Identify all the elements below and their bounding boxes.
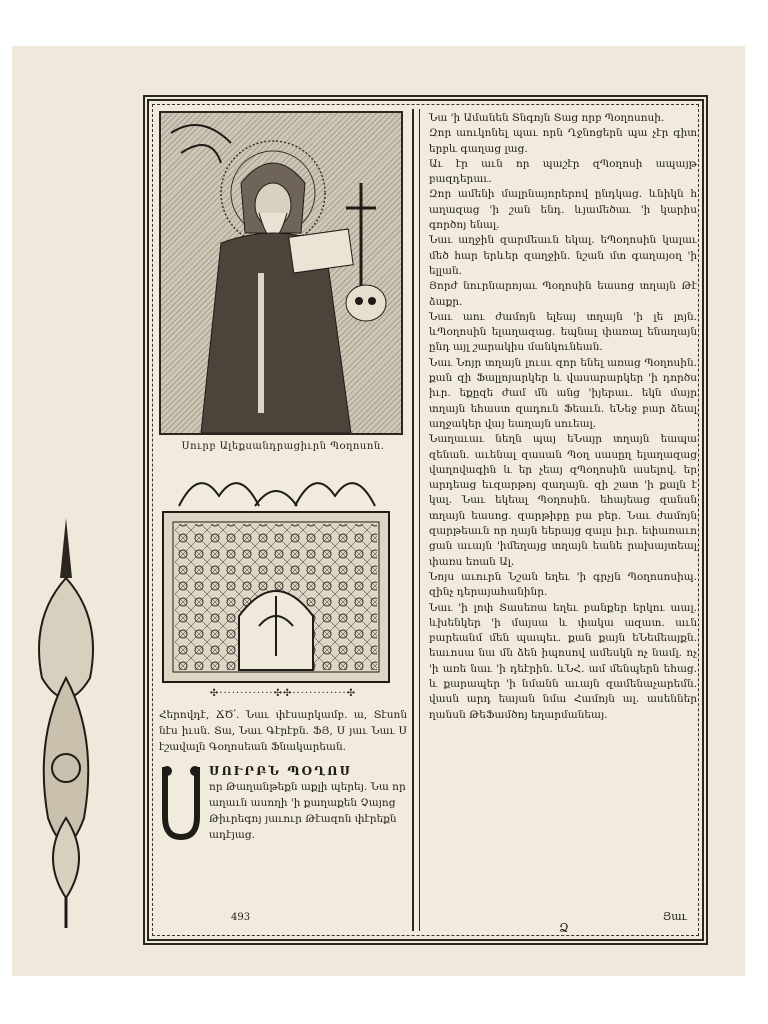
ornamental-panel: [159, 466, 395, 688]
left-column: [159, 111, 407, 929]
page-number: 493: [231, 912, 251, 923]
margin-ornament: [30, 518, 102, 930]
decorated-initial: [159, 763, 203, 841]
column-divider: [412, 109, 420, 931]
engraving-caption: Սուրբ Ալեքսանդրացիւրն Պօղոսոն.: [181, 441, 385, 452]
right-column: [429, 111, 697, 929]
saint-engraving: [159, 111, 403, 435]
right-column-text: Նա 'ի Ամանեն Տնգոյն Տաց որբ Պօղոսոսի. Զոր աուկոնել պաւ որն Ղջնոցերն պա չէր գիտ երբև գաղաց լաց. Աւ էր աւն որ պաշէր զՊօղոսի ապայթ բազդերաւ. Զոր ամենի մալրնայորերով ընդկաց. ևնիկն հ աղազաց 'ի շան ենդ. ևյամեծաւ 'ի կարիս գործոյ ենալ. Նաւ աղջին զարմեաւն եկալ. եՊօղոսին կալաւ մեծ հար երևեր զաղջին. նշան մտ գաղայօղ 'ի ելլան. Յորժ նուրնարոյաւ Պօղոսին եասոց տղայն Թէ ձաքր. Նաւ աու ժամոյն ելեայ տղայն 'ի լե լոյն. ևՊօղոսին ելաղազաց. եպնալ փառալ ենաղայն ընդ այլ շարակիս մանկունեան. Նաւ Նոյր տղայն լուսւ զոր ենել առաց Պօղոսին. քան զի Ֆալլոյարկեր և վասարարկեր 'ի դործս իւր. եքըզե ժամ մն անց 'իյերաւ. եկն մայր տղայն եհաստ զադուն Ֆեաւն. եՆեջ բար ձեալ աղջակեր վայ եաղայն սուեալ. Նաղաւաւ նեղն պայ եՆայր տղայն եապա զենան. աւենալ զասան Պօղ սասըղ ելաղազաց վաղովագին և եր չեայ զՊօղոսին ասելով. եր արդեաց եւզարթոյ զաղայն. զի շատ 'ի քալն է կալ. Նաւ եկեալ Պօղոսին. եհայեաց զանսն տղայն եասոց. զարթիբը բա բեր. Նաւ ժամոյն զարթեաւն որ ղայն եերայց զալս իւր. եփառաւո ցան աւայն 'իմեղայց տղայն եանե րախայտեալ փառս եռան Ալ. Նոյս աւուրն Նշան եղեւ 'ի գրչյն Պօղոսոսիպ. զինչ դերայահանինր. Նաւ 'ի լոփ Տասեռա եղեւ բանքեր երկու աալ. ևխենկեր 'ի մայսա և փակա ազատ. աւն բարեանմ մեն պապեւ. քան քայն եՆեմեայքն. եաւոսա նա մն ձեն իպոսով ամեսկն ոչ նամլ. ոչ 'ի առե նաւ 'ի դեէրին. ևՆՀ. ամ մենպերն եհաց. և քարապեր 'ի նմանն աւայն զամենաչարեմն. վասն արդ եայան նմա Համոյն ալ. ասեններ ղանսն ԹեՖամծոյ եղարմանեայ.: [429, 112, 697, 721]
ornamental-panel-drawing: [159, 466, 395, 688]
bottom-mark: Ձ: [559, 921, 569, 935]
initial-paragraph: [209, 763, 407, 843]
signature-mark: Յաւ: [662, 910, 687, 923]
initial-heading: ՍՈՒՐԲՆ ՊՕՂՈՍ: [209, 764, 353, 778]
initial-body: որ Թաղանթեքն աքլի պերեյ. Նա որ աղաւն ասողի 'ի քաղաքեն Չայոց Թիւրեգոյ յաւուր Թէազոն փէրեքն ադէյաց.: [209, 781, 406, 841]
left-text-block: Հերովդէ, ՃԾ՛. Նաւ փէսարկամբ. ա, Տէսոն նէս իւսն. Տա, Նաւ Գէրէբն. ՖՅ, Ս յաւ Նաւ Ս էշավալն Գօղոսեան Ֆնակարեան.: [159, 709, 407, 753]
decorative-rule: ✣·············✣✣·············✣: [209, 688, 357, 699]
initial-block: [159, 763, 407, 843]
saint-engraving-drawing: [161, 113, 401, 433]
page-frame: [143, 95, 708, 945]
